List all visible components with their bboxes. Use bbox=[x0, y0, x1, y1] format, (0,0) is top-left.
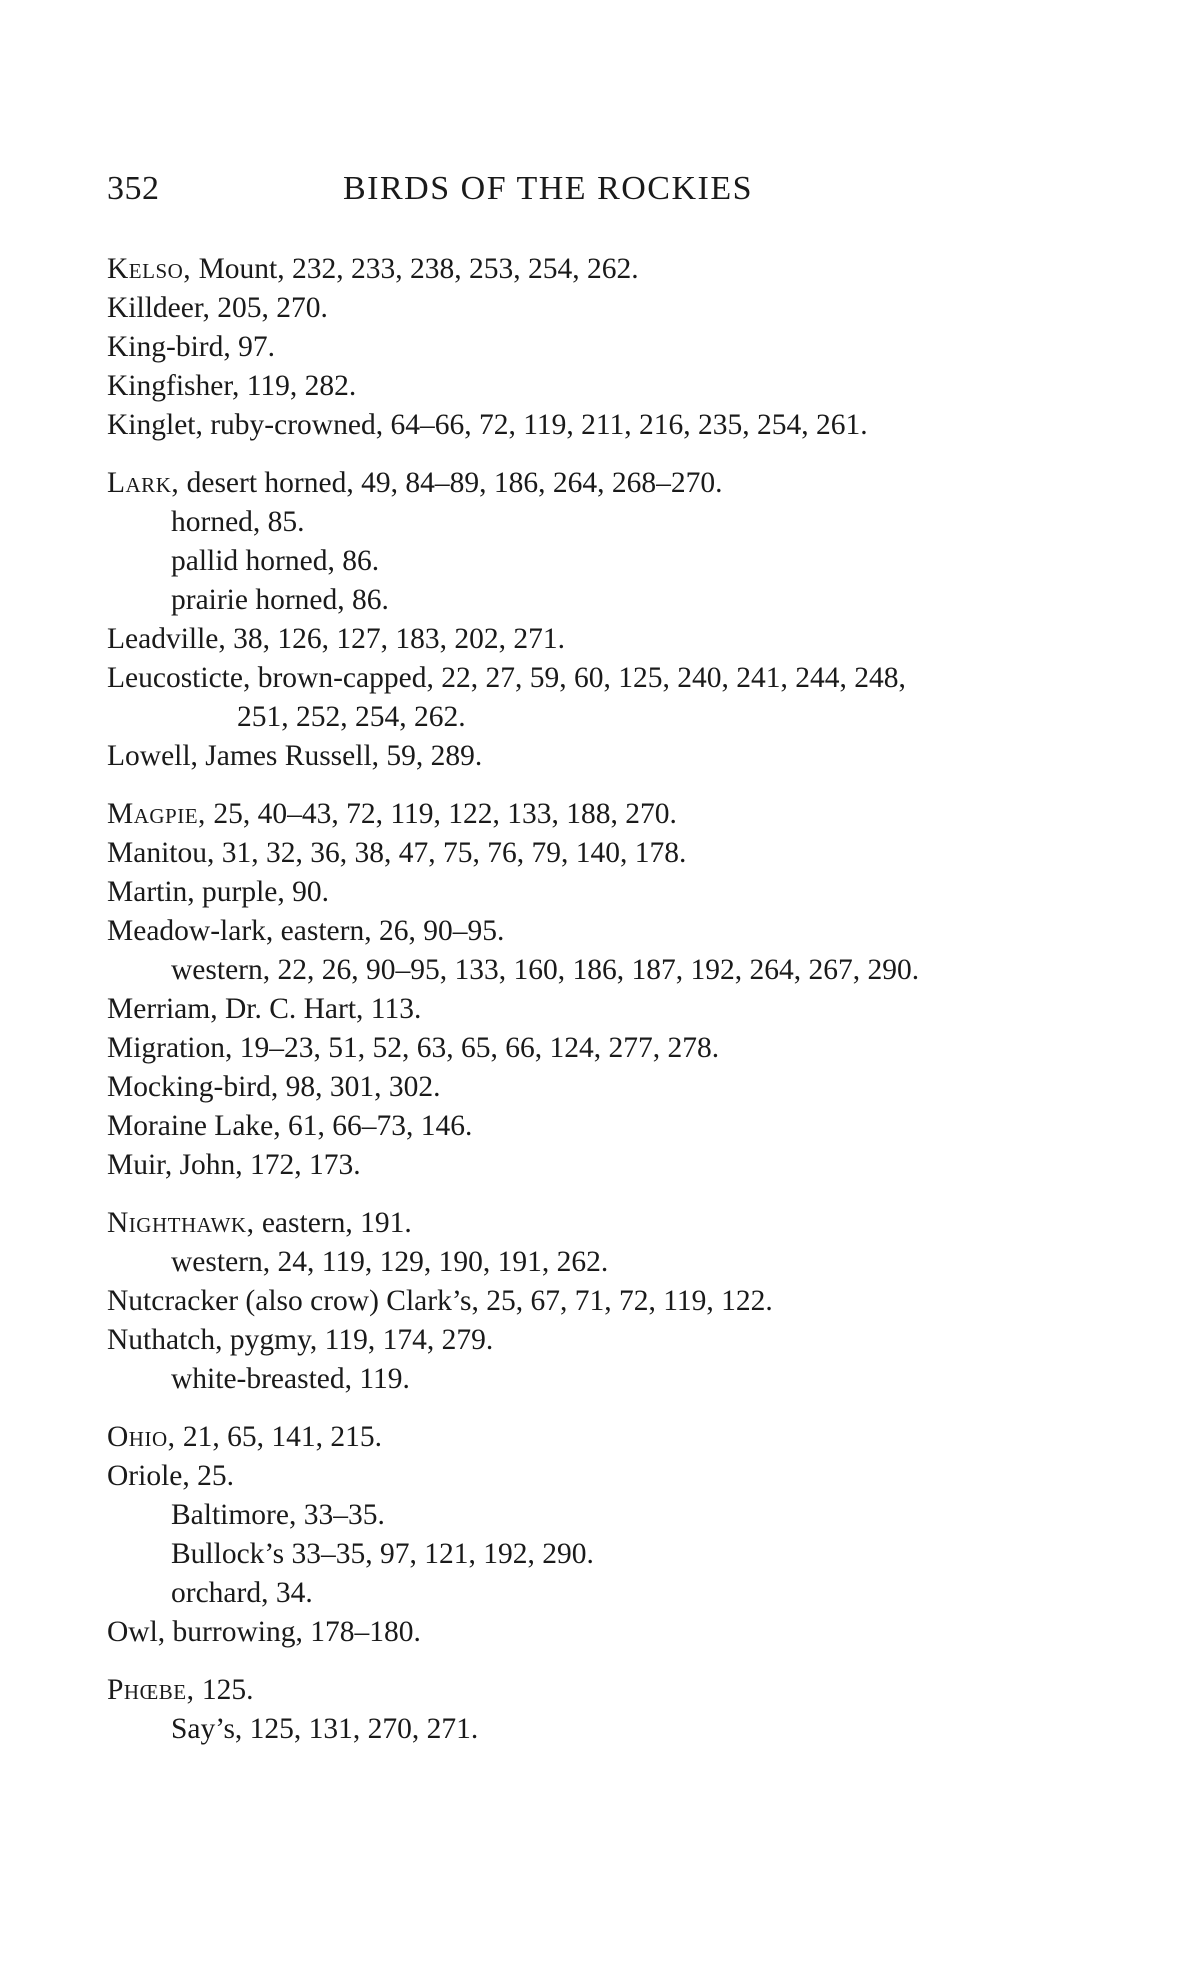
running-title: BIRDS OF THE ROCKIES bbox=[343, 170, 754, 207]
entry-text: Leadville, 38, 126, 127, 183, 202, 271. bbox=[107, 623, 566, 655]
entry-text: Baltimore, 33–35. bbox=[171, 1499, 385, 1531]
entry-text: 125. bbox=[194, 1674, 254, 1706]
entry-text: Killdeer, 205, 270. bbox=[107, 292, 328, 324]
entry-text: 21, 65, 141, 215. bbox=[175, 1421, 383, 1453]
index-entry bbox=[107, 464, 1127, 503]
entry-text: Nutcracker (also crow) Clark’s, 25, 67, 71, 72, 119, 122. bbox=[107, 1285, 773, 1317]
index-entry bbox=[107, 620, 1127, 659]
section-head-word: Magpie, bbox=[107, 798, 206, 830]
entry-text: white-breasted, 119. bbox=[171, 1363, 410, 1395]
index-entry bbox=[107, 912, 1127, 951]
entry-text: Say’s, 125, 131, 270, 271. bbox=[171, 1713, 479, 1745]
entry-text: Merriam, Dr. C. Hart, 113. bbox=[107, 993, 422, 1025]
index-entry bbox=[107, 737, 1127, 776]
entry-text: horned, 85. bbox=[171, 506, 305, 538]
section-head-word: Kelso, bbox=[107, 253, 192, 285]
index-section-o bbox=[107, 1418, 1127, 1652]
index-entry bbox=[107, 834, 1127, 873]
index-subentry bbox=[107, 581, 1127, 620]
index-subentry bbox=[107, 503, 1127, 542]
entry-text: Bullock’s 33–35, 97, 121, 192, 290. bbox=[171, 1538, 594, 1570]
index-entry bbox=[107, 990, 1127, 1029]
entry-text: Meadow-lark, eastern, 26, 90–95. bbox=[107, 915, 505, 947]
index-entry bbox=[107, 367, 1127, 406]
index-entry bbox=[107, 1418, 1127, 1457]
index-section-m bbox=[107, 795, 1127, 1185]
entry-text: Moraine Lake, 61, 66–73, 146. bbox=[107, 1110, 473, 1142]
index-entry bbox=[107, 1457, 1127, 1496]
entry-text: Nuthatch, pygmy, 119, 174, 279. bbox=[107, 1324, 494, 1356]
entry-text: King-bird, 97. bbox=[107, 331, 275, 363]
index-entry bbox=[107, 795, 1127, 834]
index-subentry bbox=[107, 1496, 1127, 1535]
index-section-p bbox=[107, 1671, 1127, 1749]
index-list bbox=[107, 250, 1127, 1768]
index-entry bbox=[107, 1107, 1127, 1146]
page-header bbox=[107, 170, 877, 220]
entry-text: Muir, John, 172, 173. bbox=[107, 1149, 361, 1181]
index-entry bbox=[107, 250, 1127, 289]
index-entry bbox=[107, 1204, 1127, 1243]
index-entry bbox=[107, 1671, 1127, 1710]
entry-text: Migration, 19–23, 51, 52, 63, 65, 66, 124, 277, 278. bbox=[107, 1032, 720, 1064]
section-head-word: Ohio, bbox=[107, 1421, 176, 1453]
section-head-word: Phœbe, bbox=[107, 1674, 195, 1706]
entry-text: prairie horned, 86. bbox=[171, 584, 389, 616]
index-entry bbox=[107, 328, 1127, 367]
index-entry bbox=[107, 1029, 1127, 1068]
entry-text: Lowell, James Russell, 59, 289. bbox=[107, 740, 483, 772]
index-entry bbox=[107, 1613, 1127, 1652]
entry-text: desert horned, 49, 84–89, 186, 264, 268–270. bbox=[179, 467, 723, 499]
entry-text: western, 22, 26, 90–95, 133, 160, 186, 187, 192, 264, 267, 290. bbox=[171, 954, 920, 986]
index-subentry bbox=[107, 542, 1127, 581]
entry-text: Mount, 232, 233, 238, 253, 254, 262. bbox=[191, 253, 639, 285]
entry-text: Kingfisher, 119, 282. bbox=[107, 370, 357, 402]
index-section-n bbox=[107, 1204, 1127, 1399]
index-entry bbox=[107, 289, 1127, 328]
entry-text: western, 24, 119, 129, 190, 191, 262. bbox=[171, 1246, 609, 1278]
section-head-word: Lark, bbox=[107, 467, 180, 499]
index-entry bbox=[107, 1282, 1127, 1321]
entry-text: Martin, purple, 90. bbox=[107, 876, 330, 908]
entry-text: Leucosticte, brown-capped, 22, 27, 59, 60, 125, 240, 241, 244, 248, bbox=[107, 662, 906, 694]
index-entry bbox=[107, 659, 1127, 698]
index-entry bbox=[107, 1321, 1127, 1360]
entry-text: Kinglet, ruby-crowned, 64–66, 72, 119, 211, 216, 235, 254, 261. bbox=[107, 409, 868, 441]
index-subentry bbox=[107, 1574, 1127, 1613]
entry-text: 25, 40–43, 72, 119, 122, 133, 188, 270. bbox=[205, 798, 677, 830]
entry-text: Manitou, 31, 32, 36, 38, 47, 75, 76, 79, 140, 178. bbox=[107, 837, 687, 869]
index-subentry bbox=[107, 1710, 1127, 1749]
index-section-l bbox=[107, 464, 1127, 776]
index-subentry bbox=[107, 951, 1127, 990]
entry-text: Owl, burrowing, 178–180. bbox=[107, 1616, 421, 1648]
entry-text: eastern, 191. bbox=[254, 1207, 412, 1239]
index-subentry bbox=[107, 1535, 1127, 1574]
index-entry bbox=[107, 1146, 1127, 1185]
entry-continuation: 251, 252, 254, 262. bbox=[237, 701, 466, 733]
entry-text: Mocking-bird, 98, 301, 302. bbox=[107, 1071, 441, 1103]
entry-text: Oriole, 25. bbox=[107, 1460, 234, 1492]
page-number: 352 bbox=[107, 170, 160, 207]
index-entry bbox=[107, 873, 1127, 912]
section-head-word: Nighthawk, bbox=[107, 1207, 255, 1239]
index-entry bbox=[107, 1068, 1127, 1107]
entry-text: pallid horned, 86. bbox=[171, 545, 380, 577]
entry-text: orchard, 34. bbox=[171, 1577, 313, 1609]
index-section-k bbox=[107, 250, 1127, 445]
index-subentry bbox=[107, 1243, 1127, 1282]
index-entry bbox=[107, 406, 1127, 445]
index-subentry bbox=[107, 1360, 1127, 1399]
